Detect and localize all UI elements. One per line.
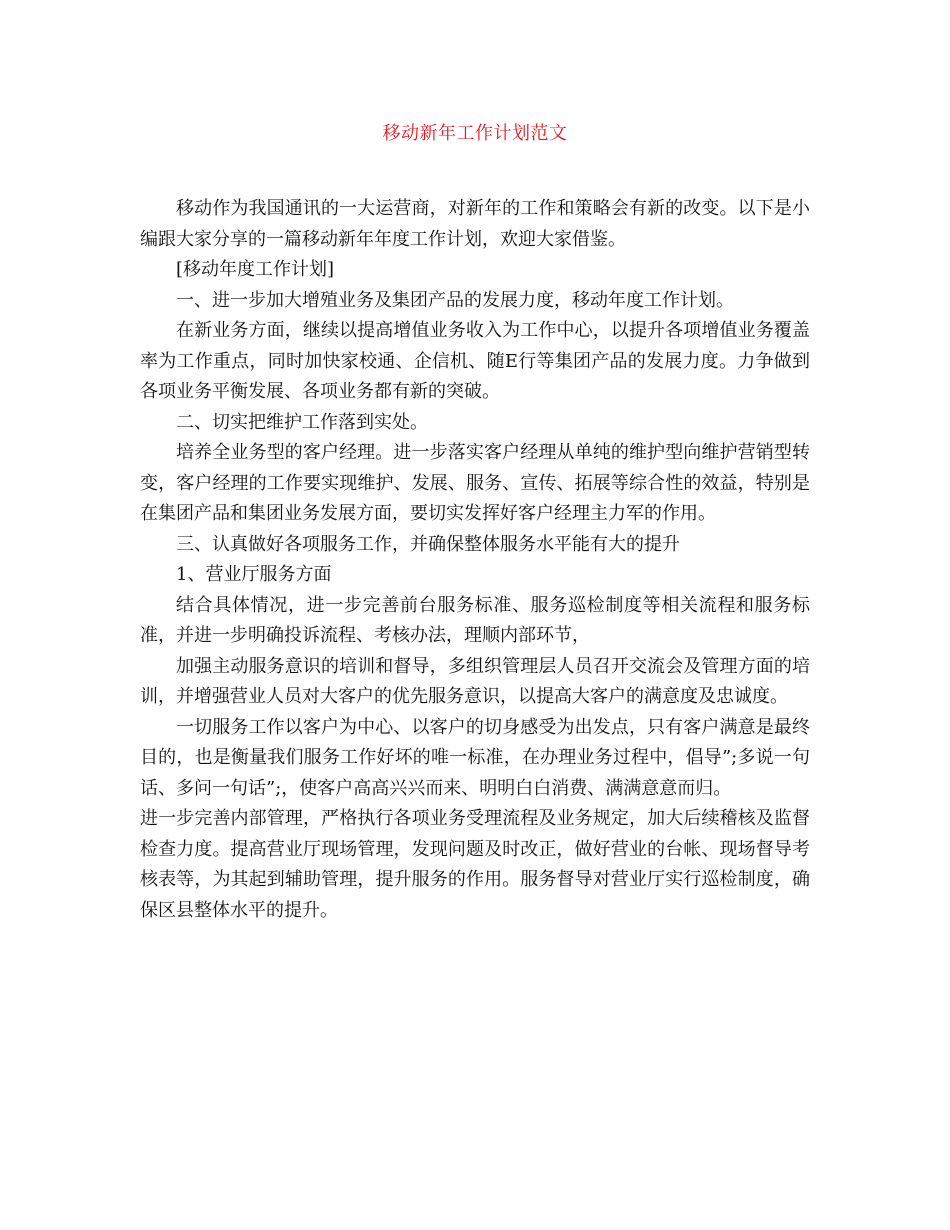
document-title: 移动新年工作计划范文 (382, 123, 568, 144)
paragraph-training: 加强主动服务意识的培训和督导，多组织管理层人员召开交流会及管理方面的培训，并增强营业人员对大客户的优先服务意识，以提高大客户的满意度及忠诚度。 (140, 655, 810, 707)
paragraph-intro: 移动作为我国通讯的一大运营商，对新年的工作和策略会有新的改变。以下是小编跟大家分享的一篇移动新年年度工作计划，欢迎大家借鉴。 (140, 198, 810, 250)
paragraph-heading-1: 一、进一步加大增殖业务及集团产品的发展力度，移动年度工作计划。 (176, 289, 734, 311)
paragraph-subheading-1: 1、营业厅服务方面 (176, 564, 332, 585)
paragraph-service-standards: 结合具体情况，进一步完善前台服务标准、服务巡检制度等相关流程和服务标准，并进一步明确投诉流程、考核办法，理顺内部环节， (140, 594, 810, 646)
paragraph-heading-3: 三、认真做好各项服务工作，并确保整体服务水平能有大的提升 (176, 533, 680, 555)
document-body (140, 194, 810, 926)
paragraph-section-label: [移动年度工作计划] (176, 259, 335, 280)
paragraph-account-manager: 培养全业务型的客户经理。进一步落实客户经理从单纯的维护型向维护营销型转变，客户经理的工作要实现维护、发展、服务、宣传、拓展等综合性的效益，特别是在集团产品和集团业务发展方面，要切实发挥好客户经理主力军的作用。 (140, 442, 810, 524)
paragraph-customer-centric: 一切服务工作以客户为中心、以客户的切身感受为出发点，只有客户满意是最终目的，也是衡量我们服务工作好坏的唯一标准，在办理业务过程中，倡导”;多说一句话、多问一句话”;，使客户高高兴兴而来、明明白白消费、满满意意而归。 (140, 716, 810, 799)
paragraph-new-business: 在新业务方面，继续以提高增值业务收入为工作中心，以提升各项增值业务覆盖率为工作重点，同时加快家校通、企信机、随E行等集团产品的发展力度。力争做到各项业务平衡发展、各项业务都有新的突破。 (140, 320, 810, 402)
paragraph-heading-2: 二、切实把维护工作落到实处。 (176, 411, 428, 433)
paragraph-internal-management: 进一步完善内部管理，严格执行各项业务受理流程及业务规定，加大后续稽核及监督检查力度。提高营业厅现场管理，发现问题及时改正，做好营业的台帐、现场督导考核表等，为其起到辅助管理，提升服务的作用。服务督导对营业厅实行巡检制度，确保区县整体水平的提升。 (140, 808, 810, 921)
